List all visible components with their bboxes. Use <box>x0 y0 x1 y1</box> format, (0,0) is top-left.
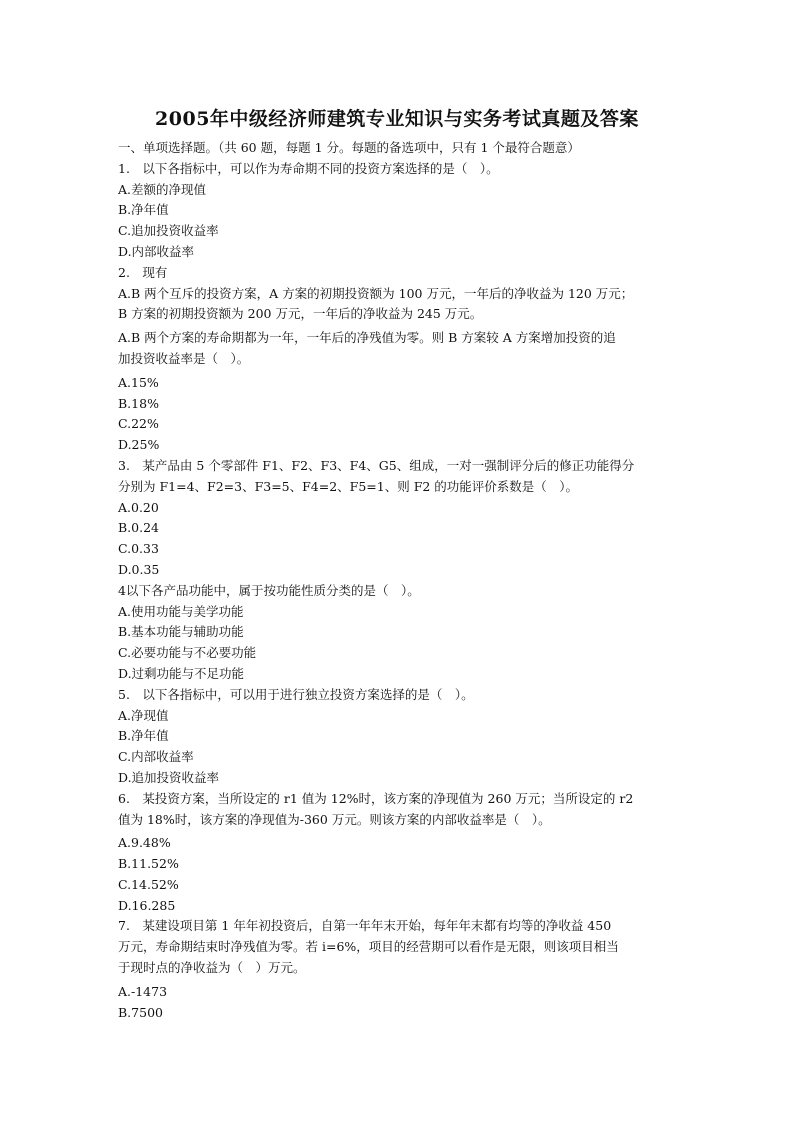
text-line: 5. 以下各指标中，可以用于进行独立投资方案选择的是（ ）。 <box>118 686 474 702</box>
text-line: 一、单项选择题。（共 60 题，每题 1 分。每题的备选项中，只有 1 个最符合题意） <box>118 140 580 155</box>
text-line: 7. 某建设项目第 1 年年初投资后，自第一年年末开始，每年年末都有均等的净收益 450 <box>118 918 612 934</box>
text-line: 分别为 F1=4、F2=3、F3=5、F4=2、F5=1、则 F2 的功能评价系数是（ ）。 <box>118 478 579 494</box>
text-line: C.0.33 <box>118 541 159 557</box>
text-line: 加投资收益率是（ ）。 <box>118 350 250 366</box>
text-line: 6. 某投资方案，当所设定的 r1 值为 12%时，该方案的净现值为 260 万元；当所设定的 r2 <box>118 790 634 806</box>
text-line: B.净年值 <box>118 728 169 744</box>
text-line: 2. 现有 <box>118 264 168 280</box>
text-line: 值为 18%时，该方案的净现值为-360 万元。则该方案的内部收益率是（ ）。 <box>118 811 551 827</box>
text-line: D.内部收益率 <box>118 243 195 259</box>
text-line: A.B 两个互斥的投资方案，A 方案的初期投资额为 100 万元，一年后的净收益为 120 万元； <box>118 285 634 301</box>
text-line: A.B 两个方案的寿命期都为一年，一年后的净残值为零。则 B 方案较 A 方案增加投资的追 <box>118 330 616 346</box>
text-line: B.7500 <box>118 1004 163 1020</box>
text-line: B.净年值 <box>118 202 169 218</box>
text-line: C.必要功能与不必要功能 <box>118 645 257 661</box>
text-line: A.净现值 <box>118 707 169 723</box>
question-body <box>118 138 678 1023</box>
text-line: 于现时点的净收益为（ ）万元。 <box>118 960 306 976</box>
text-line: B 方案的初期投资额为 200 万元，一年后的净收益为 245 万元。 <box>118 306 483 322</box>
text-line: 万元，寿命期结束时净残值为零。若 i=6%，项目的经营期可以看作是无限，则该项目相当 <box>118 939 619 955</box>
text-line: D.0.35 <box>118 561 160 577</box>
text-line: D.25% <box>118 437 160 453</box>
text-line: A.差额的净现值 <box>118 181 207 197</box>
text-line: A.0.20 <box>118 499 159 515</box>
text-line: A.15% <box>118 374 159 390</box>
text-line: B.18% <box>118 395 159 411</box>
text-line: B.基本功能与辅助功能 <box>118 624 244 640</box>
text-line: D.追加投资收益率 <box>118 769 220 785</box>
text-line: B.11.52% <box>118 856 179 872</box>
text-line: D.16.285 <box>118 897 176 913</box>
text-line: A.-1473 <box>118 983 168 999</box>
text-line: 3. 某产品由 5 个零部件 F1、F2、F3、F4、G5、组成，一对一强制评分后的修正功能得分 <box>118 457 635 473</box>
text-line: C.追加投资收益率 <box>118 223 219 239</box>
text-line: 4以下各产品功能中，属于按功能性质分类的是（ ）。 <box>118 582 420 598</box>
text-line: A.使用功能与美学功能 <box>118 603 244 619</box>
text-line: C.22% <box>118 416 159 432</box>
text-line: A.9.48% <box>118 835 171 851</box>
text-line: C.内部收益率 <box>118 749 194 765</box>
text-line: B.0.24 <box>118 520 159 536</box>
text-line: 1. 以下各指标中，可以作为寿命期不同的投资方案选择的是（ ）。 <box>118 160 499 176</box>
page-title: 2005年中级经济师建筑专业知识与实务考试真题及答案 <box>155 108 639 130</box>
text-line: C.14.52% <box>118 876 179 892</box>
text-line: D.过剩功能与不足功能 <box>118 665 245 681</box>
